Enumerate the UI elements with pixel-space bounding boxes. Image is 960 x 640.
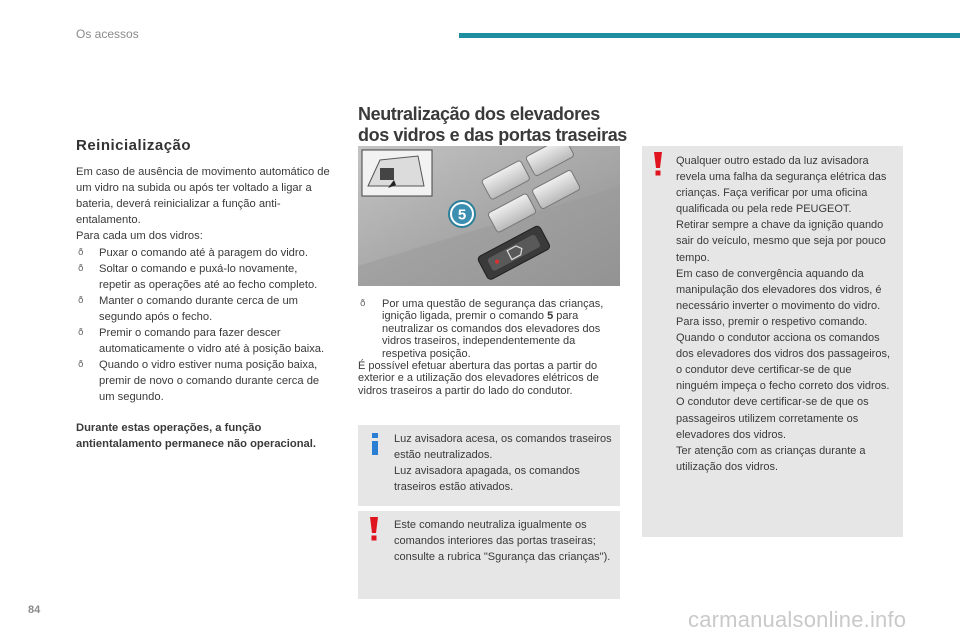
neutralization-text: [358, 298, 620, 397]
watermark: carmanualsonline.info: [688, 607, 907, 632]
section-title: Os acessos: [76, 27, 139, 41]
warning-box-neutralize: [358, 511, 620, 599]
warning-text: Este comando neutraliza igualmente os comandos interiores das portas traseiras; consulte a rubrica "Sgurança das crianças").: [394, 519, 611, 564]
neutralization-bullets: [358, 298, 620, 360]
safety-line: O condutor deve certificar-se de que os passageiros utilizem corretamente os elevadores dos vidros.: [676, 396, 869, 441]
neutralization-paragraph: É possível efetuar abertura das portas a partir do exterior e a utilização dos elevadores elétricos de vidros traseiros a partir do lado do condutor.: [358, 360, 599, 397]
info-box: [358, 425, 620, 506]
reset-heading: Reinicialização: [76, 137, 192, 154]
reset-step: ð Manter o comando durante cerca de um segundo após o fecho.: [76, 293, 332, 325]
warning-exclamation-icon: [653, 152, 663, 176]
safety-line: Retirar sempre a chave da ignição quando sair do veículo, mesmo que seja por pouco tempo.: [676, 219, 886, 264]
reset-step: ð Puxar o comando até à paragem do vidro.: [76, 245, 332, 261]
reset-lead: Para cada um dos vidros:: [76, 230, 203, 243]
neutralization-title-line1: Neutralização dos elevadores: [358, 103, 600, 124]
bullet-control-number: 5: [547, 310, 554, 323]
info-line: Luz avisadora acesa, os comandos traseiros estão neutralizados.: [394, 433, 612, 462]
reset-step: ð Premir o comando para fazer descer automaticamente o vidro até à posição baixa.: [76, 325, 332, 357]
warning-exclamation-icon: [369, 517, 379, 541]
door-switch-photo: [358, 146, 620, 286]
bullet-text-pre: Por uma questão de segurança das crianças, ignição ligada, premir o comando: [382, 298, 604, 323]
reset-intro: Em caso de ausência de movimento automático de um vidro na subida ou após ter voltado a ligar a bateria, deverá reinicializar a função anti-entalamento.: [76, 166, 330, 227]
header-accent-bar: [459, 33, 960, 38]
safety-line: Quando o condutor acciona os comandos dos elevadores dos vidros dos passageiros, o condutor deve certificar-se de que ninguém impeça o fecho correto dos vidros.: [676, 332, 891, 393]
neutralization-title: [358, 103, 648, 145]
warning-box-safety: [642, 146, 903, 537]
reset-note: Durante estas operações, a função antientalamento permanece não operacional.: [76, 421, 316, 450]
door-switch-illustration: [358, 146, 620, 286]
info-icon: [367, 433, 383, 455]
neutralization-title-line2: dos vidros e das portas traseiras: [358, 124, 627, 145]
safety-line: Ter atenção com as crianças durante a utilização dos vidros.: [676, 444, 866, 473]
callout-number: 5: [457, 206, 467, 224]
bullet-text-post: para neutralizar os comandos dos elevadores dos vidros traseiros, independentemente da respetiva posição.: [382, 310, 601, 360]
neutralization-bullet: [358, 298, 620, 360]
safety-line: Em caso de convergência aquando da manipulação dos elevadores dos vidros, é necessário inverter o movimento do vidro. Para isso, premir o respetivo comando.: [676, 267, 882, 328]
reset-step: ð Soltar o comando e puxá-lo novamente, repetir as operações até ao fecho completo.: [76, 261, 332, 293]
reset-steps: [76, 245, 332, 406]
safety-line: Qualquer outro estado da luz avisadora revela uma falha da segurança elétrica das crianças. Faça verificar por uma oficina qualificada ou pela rede PEUGEOT.: [676, 155, 887, 216]
page-number: 84: [28, 604, 41, 616]
reset-section: [76, 138, 332, 452]
reset-step: ð Quando o vidro estiver numa posição baixa, premir de novo o comando durante cerca de um segundo.: [76, 357, 332, 405]
info-line: Luz avisadora apagada, os comandos traseiros estão ativados.: [394, 465, 580, 494]
